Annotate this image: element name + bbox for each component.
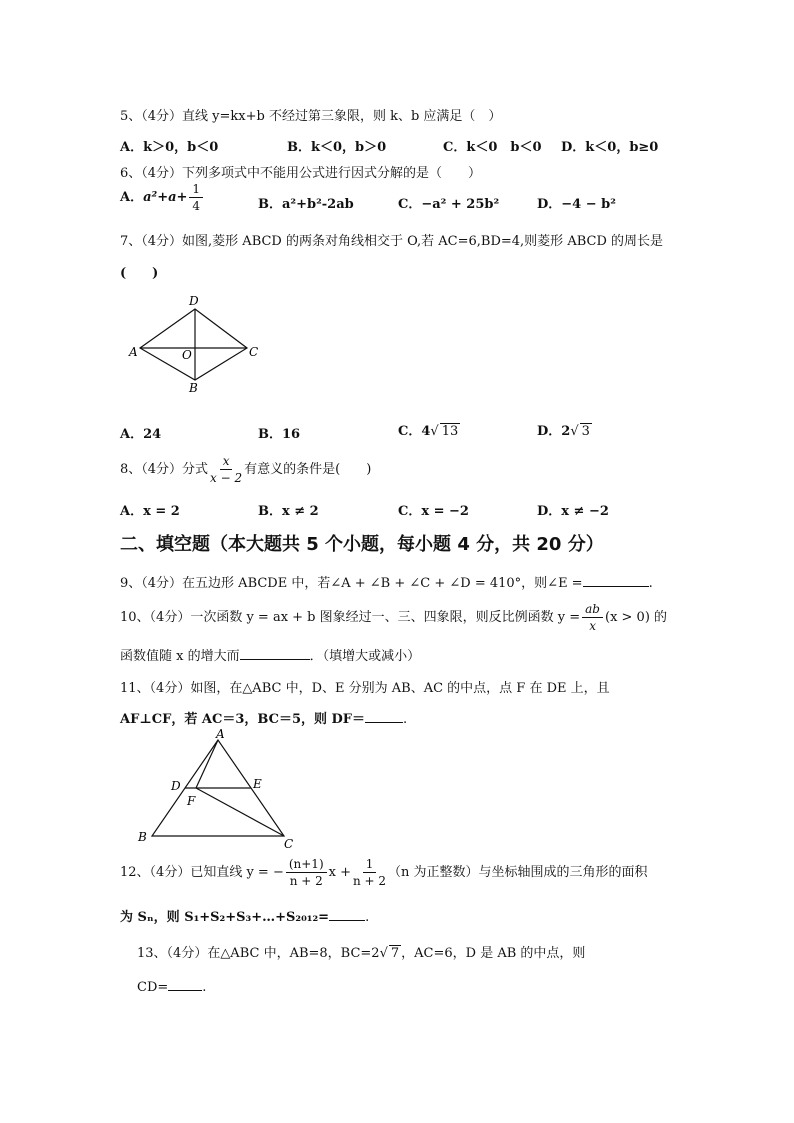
q5-option-a: A．k＞0，b＜0 [120, 140, 219, 155]
q11-line2-suffix: . [403, 712, 408, 727]
q9-stem-prefix: 9、（4分）在五边形 ABCDE 中，若∠A + ∠B + ∠C + ∠D = 410°，则∠E = [120, 576, 583, 591]
q7-option-d-radicand: 3 [581, 424, 590, 439]
q8-fraction [210, 455, 242, 484]
rhombus-label-a: A [129, 345, 138, 359]
q8-option-c: C．x = −2 [398, 504, 469, 519]
triangle-label-b: B [138, 830, 147, 844]
q11-answer-blank[interactable] [365, 710, 403, 723]
q7-option-c-radicand: 13 [441, 424, 459, 439]
rhombus-label-b: B [189, 381, 198, 395]
q12-mid: x + [328, 865, 351, 880]
q8-frac-num: x [220, 455, 233, 470]
q6-frac-den: 4 [192, 199, 201, 213]
q10-line1-prefix: 10、（4分）一次函数 y = ax + b 图象经过一、三、四象限，则反比例函数 y = [120, 610, 581, 625]
q8-stem-suffix: 有意义的条件是( ) [244, 462, 372, 477]
q13-suffix: ，AC=6，D 是 AB 的中点，则 [401, 946, 586, 961]
q12-fraction-2 [353, 858, 386, 887]
q7-option-a: A．24 [120, 427, 162, 442]
q6-frac-num: 1 [189, 183, 203, 198]
triangle-figure [132, 728, 302, 850]
q11-line1: 11、（4分）如图，在△ABC 中，D、E 分别为 AB、AC 的中点，点 F 在 DE 上，且 [120, 681, 610, 696]
q10-fraction [582, 603, 603, 632]
section-title-fill-in-blank: 二、填空题（本大题共 5 个小题，每小题 4 分，共 20 分） [120, 534, 604, 555]
q6-option-a-expr: a²+a+ [143, 190, 188, 205]
q13-line2-suffix: . [202, 980, 207, 995]
q5-option-c: C．k＜0 b＜0 [443, 140, 542, 155]
q13-line1 [137, 942, 585, 961]
q11-line2-prefix: AF⊥CF，若 AC＝3，BC＝5，则 DF＝ [120, 712, 366, 727]
sqrt-symbol-icon: √ [379, 946, 388, 961]
q12-suffix: （n 为正整数）与坐标轴围成的三角形的面积 [388, 865, 648, 880]
q7-option-c [398, 420, 460, 439]
q6-option-a-label: A． [120, 190, 144, 205]
q13-line2-prefix: CD= [137, 980, 169, 995]
q7-option-d [537, 420, 592, 439]
rhombus-label-o: O [182, 348, 192, 362]
q6-option-a-fraction [189, 183, 203, 212]
rhombus-figure [125, 292, 270, 397]
q10-answer-blank[interactable] [240, 647, 310, 660]
q5-stem: 5、（4分）直线 y=kx+b 不经过第三象限，则 k、b 应满足（ ） [120, 109, 502, 124]
q13-line2 [137, 978, 206, 995]
q12-frac2-num: 1 [363, 858, 377, 873]
q6-option-a [120, 183, 205, 212]
q12-frac1-den: n + 2 [289, 874, 323, 888]
rhombus-label-c: C [249, 345, 259, 359]
q12-line2-suffix: . [365, 910, 370, 925]
q8-stem-prefix: 8、（4分）分式 [120, 462, 209, 477]
triangle-label-d: D [171, 779, 181, 793]
q8-option-b: B．x ≠ 2 [258, 504, 319, 519]
triangle-label-e: E [253, 777, 262, 791]
rhombus-label-d: D [189, 294, 199, 308]
q8-stem [120, 455, 371, 484]
q6-option-c: C．−a² + 25b² [398, 197, 500, 212]
q7-option-d-prefix: D．2 [537, 424, 571, 439]
q10-line2-suffix: ．（填增大或减小） [309, 649, 421, 664]
q10-line2 [120, 645, 420, 664]
q12-frac1-num: (n+1) [286, 858, 327, 873]
q11-line2 [120, 708, 407, 727]
q8-frac-den: x − 2 [210, 471, 243, 485]
sqrt-symbol-icon: √ [430, 424, 439, 439]
q9-answer-blank[interactable] [583, 574, 649, 587]
q5-option-d: D．k＜0，b≥0 [561, 140, 659, 155]
q12-line2-prefix: 为 Sₙ，则 S₁+S₂+S₃+…+S₂₀₁₂= [120, 910, 330, 925]
triangle-label-f: F [187, 794, 196, 808]
sqrt-symbol-icon: √ [570, 424, 579, 439]
q6-stem: 6、（4分）下列多项式中不能用公式进行因式分解的是（ ） [120, 166, 482, 181]
q10-line1 [120, 603, 667, 632]
q8-option-d: D．x ≠ −2 [537, 504, 609, 519]
q10-line2-prefix: 函数值随 x 的增大而 [120, 649, 240, 664]
q12-fraction-1 [286, 858, 327, 887]
q12-prefix: 12、（4分）已知直线 y = − [120, 865, 284, 880]
q7-option-b: B．16 [258, 427, 301, 442]
q12-frac2-den: n + 2 [352, 874, 387, 888]
q6-option-d: D．−4 − b² [537, 197, 616, 212]
triangle-label-c: C [284, 837, 294, 850]
triangle-label-a: A [216, 728, 225, 741]
q10-frac-den: x [589, 619, 596, 633]
q13-answer-blank[interactable] [168, 978, 202, 991]
q7-stem: 7、（4分）如图,菱形 ABCD 的两条对角线相交于 O,若 AC=6,BD=4,则菱形 ABCD 的周长是 [120, 234, 664, 249]
q12-answer-blank[interactable] [329, 908, 365, 921]
q7-paren: ( ) [120, 266, 159, 281]
q13-prefix: 13、（4分）在△ABC 中，AB=8，BC=2 [137, 946, 380, 961]
q13-radicand: 7 [390, 946, 400, 961]
q7-option-c-prefix: C．4 [398, 424, 431, 439]
q5-option-b: B．k＜0，b＞0 [287, 140, 387, 155]
q10-frac-num: ab [582, 603, 603, 618]
q8-option-a: A．x = 2 [120, 504, 180, 519]
q12-line2 [120, 906, 369, 925]
q6-option-b: B．a²+b²-2ab [258, 197, 354, 212]
q10-line1-suffix: (x > 0) 的 [605, 610, 668, 625]
q9-stem-suffix: . [648, 576, 653, 591]
q9-stem [120, 572, 653, 591]
q12-line1 [120, 858, 648, 887]
